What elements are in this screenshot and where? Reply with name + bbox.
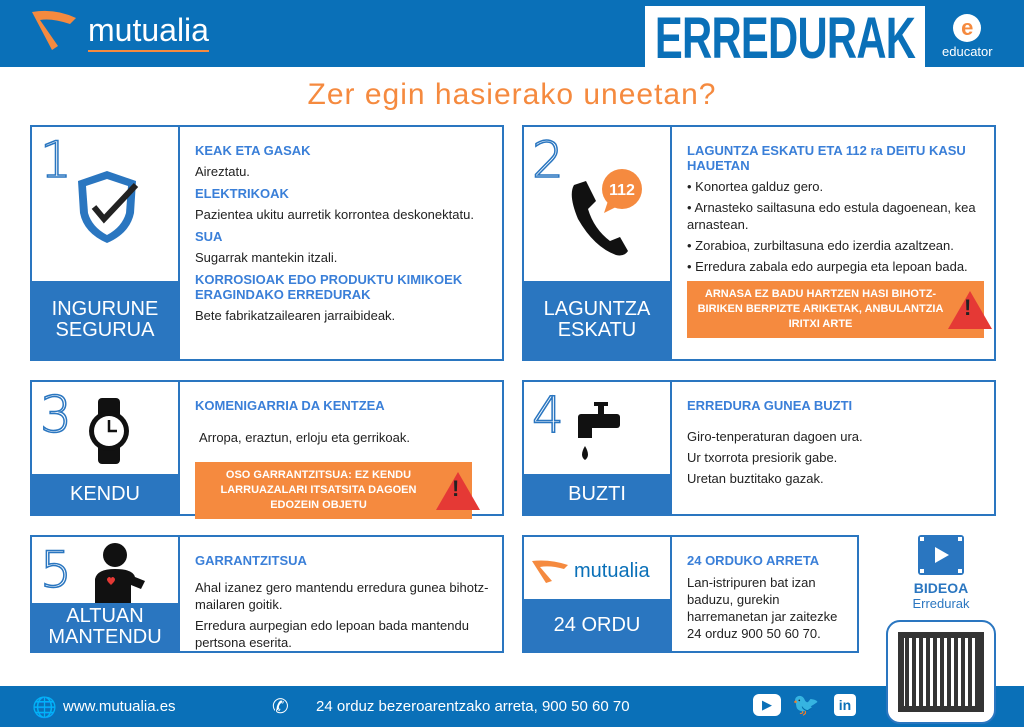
shield-check-icon	[74, 169, 140, 245]
section-text: Bete fabrikatzailearen jarraibideak.	[195, 308, 396, 323]
warning-box	[195, 462, 472, 519]
subtitle: Zer egin hasierako uneetan?	[307, 78, 717, 111]
card-laguntza-eskatu	[522, 125, 996, 361]
mutualia-logo[interactable]	[30, 8, 209, 52]
section-text: Sugarrak mantekin itzali.	[195, 250, 338, 265]
card-altuan-mantendu	[30, 535, 504, 653]
qr-code[interactable]	[886, 620, 996, 724]
video-link[interactable]	[886, 535, 996, 611]
section-text: Lan-istripuren bat izan baduzu, gurekin harremanetan jar zaitezke 24 orduz 900 50 60 70.	[687, 575, 838, 641]
step-number: 5	[40, 541, 72, 599]
section-text: Aireztatu.	[195, 164, 250, 179]
mutualia-logo-icon	[30, 8, 80, 52]
section-text: Ahal izanez gero mantendu erredura gunea bihotz-mailaren goitik.	[195, 580, 489, 612]
phone-112-icon	[564, 167, 654, 259]
card-label: ESKATU	[557, 319, 637, 341]
badge-112: 112	[609, 182, 635, 199]
card-buzti	[522, 380, 996, 516]
logo-text: mutualia	[88, 10, 209, 52]
section-heading: ELEKTRIKOAK	[195, 186, 289, 201]
person-heart-icon	[87, 541, 147, 603]
mutualia-small-logo	[530, 559, 650, 583]
youtube-icon[interactable]: ▶	[753, 694, 781, 716]
video-icon	[918, 535, 964, 575]
warning-icon	[436, 472, 480, 510]
warning-text: ARNASA EZ BADU HARTZEN HASI BIHOTZ-BIRIKEN BERPIZTE ARIKETAK, ANBULANTZIA IRITXI ARTE	[697, 288, 944, 330]
section-heading: KORROSIOAK EDO PRODUKTU KIMIKOEK ERAGINDAKO ERREDURAK	[195, 272, 463, 302]
mutualia-logo-icon	[530, 559, 570, 583]
section-heading: SUA	[195, 229, 223, 244]
list-item: • Konortea galduz gero.	[687, 179, 824, 194]
warning-text: OSO GARRANTZITSUA: EZ KENDU LARRUAZALARI ITSATSITA DAGOEN EDOZEIN OBJETU	[220, 469, 417, 511]
section-text: Uretan buztitako gazak.	[687, 471, 824, 486]
website-link[interactable]: www.mutualia.es	[63, 698, 176, 715]
card-label: BUZTI	[568, 482, 626, 505]
logo-text: mutualia	[574, 559, 650, 582]
list-item: • Erredura zabala edo aurpegia eta lepoan bada.	[687, 259, 968, 274]
section-heading: GARRANTZITSUA	[195, 553, 307, 568]
card-label: LAGUNTZA	[543, 298, 651, 320]
section-heading: KOMENIGARRIA DA KENTZEA	[195, 398, 385, 413]
educator-logo	[942, 14, 993, 59]
section-heading: LAGUNTZA ESKATU ETA 112 ra DEITU KASU HAUETAN	[687, 143, 966, 173]
page-title: ERREDURAK	[654, 6, 916, 67]
warning-box	[687, 281, 984, 338]
card-label: INGURUNE	[51, 298, 159, 320]
video-title: BIDEOA	[913, 580, 969, 596]
step-number: 3	[40, 386, 72, 444]
section-heading: 24 ORDUKO ARRETA	[687, 553, 820, 568]
section-text: Giro-tenperaturan dagoen ura.	[687, 429, 863, 444]
twitter-icon[interactable]: 🐦	[792, 692, 820, 717]
page-title-box	[645, 6, 925, 67]
header	[0, 0, 1024, 67]
step-number: 1	[40, 131, 72, 189]
phone-icon: ✆	[272, 696, 289, 718]
card-label: 24 ORDU	[553, 613, 641, 636]
step-number: 4	[532, 386, 564, 444]
educator-icon: e	[953, 14, 981, 42]
section-text: Pazientea ukitu aurretik korrontea deskonektatu.	[195, 207, 474, 222]
globe-icon: 🌐	[32, 697, 57, 719]
card-ingurune-segurua	[30, 125, 504, 361]
list-item: • Zorabioa, zurbiltasuna edo izerdia azaltzean.	[687, 238, 954, 253]
footer	[0, 686, 1024, 727]
linkedin-icon[interactable]: in	[834, 694, 856, 716]
water-tap-icon	[574, 400, 624, 466]
card-24-ordu	[522, 535, 859, 653]
video-subtitle: Erredurak	[912, 596, 970, 611]
card-label: SEGURUA	[55, 319, 155, 341]
qr-code-pattern	[898, 632, 984, 712]
section-text: Erredura aurpegian edo lepoan bada mantendu pertsona eserita.	[195, 618, 469, 650]
phone-text: 24 orduz bezeroarentzako arreta, 900 50 60 70	[316, 698, 630, 715]
section-heading: ERREDURA GUNEA BUZTI	[687, 398, 853, 413]
card-label: ALTUAN	[66, 605, 144, 627]
section-text: Ur txorrota presiorik gabe.	[687, 450, 838, 465]
warning-icon	[948, 291, 992, 329]
card-label: MANTENDU	[48, 626, 162, 648]
card-label: KENDU	[69, 482, 140, 505]
card-kendu	[30, 380, 504, 516]
section-text: Arropa, eraztun, erloju eta gerrikoak.	[199, 430, 410, 445]
watch-icon	[84, 396, 134, 466]
educator-text: educator	[942, 44, 993, 59]
list-item: • Arnasteko sailtasuna edo estula dagoenean, kea arnastean.	[687, 200, 976, 232]
section-heading: KEAK ETA GASAK	[195, 143, 311, 158]
step-number: 2	[532, 131, 564, 189]
